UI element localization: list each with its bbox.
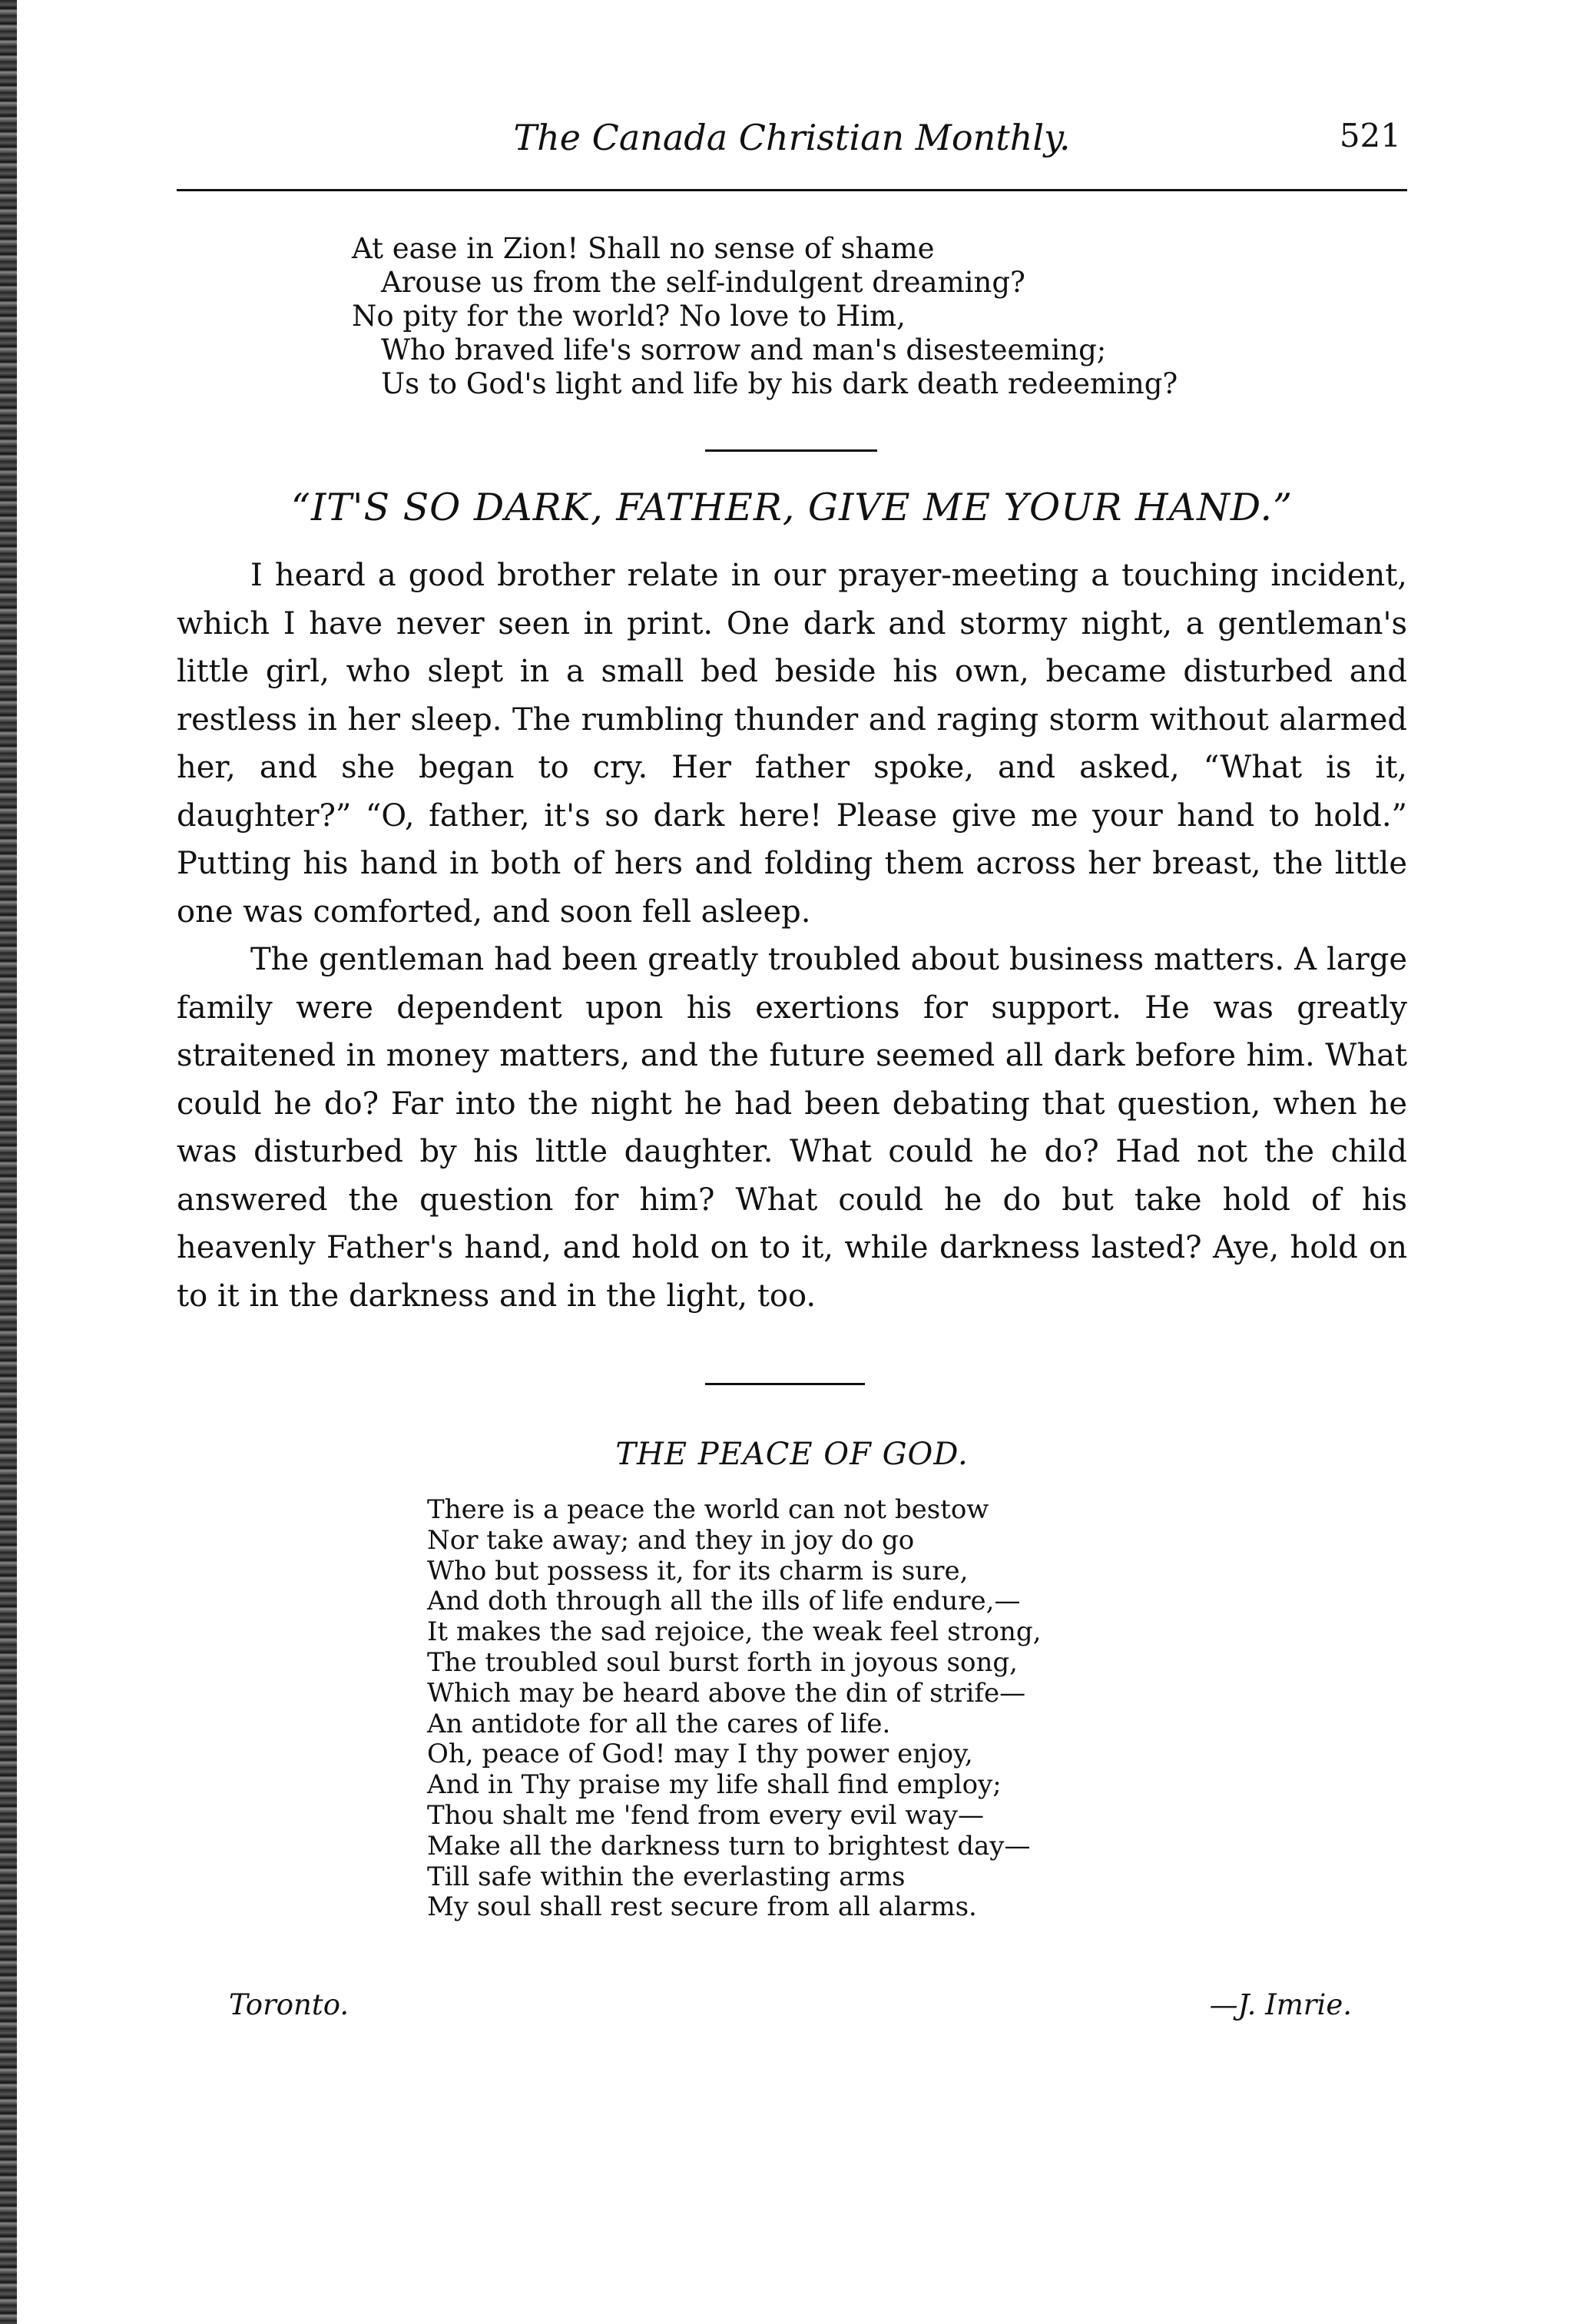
opening-poem-stanza <box>352 232 1304 401</box>
poem-line: My soul shall rest secure from all alarms. <box>427 1891 977 1923</box>
poem-line: Till safe within the everlasting arms <box>427 1861 906 1892</box>
page-binding-edge <box>0 0 17 2324</box>
article-title: “IT'S SO DARK, FATHER, GIVE ME YOUR HAND.” <box>290 486 1294 529</box>
poem-title: THE PEACE OF GOD. <box>615 1437 969 1472</box>
poem-line: The troubled soul burst forth in joyous song, <box>427 1646 1018 1678</box>
poem-line: Arouse us from the self-indulgent dreaming? <box>381 266 1025 299</box>
poem-line: Make all the darkness turn to brightest day— <box>427 1830 1031 1862</box>
poem-line: Us to God's light and life by his dark death redeeming? <box>381 367 1178 400</box>
article-paragraph: The gentleman had been greatly troubled about business matters. A large family were dependent upon his exertions for support. He was greatly straitened in money matters, and the future seemed all dark before him. What could he do? Far into the night he had been debating that question, when he was disturbed by his little daughter. What could he do? Had not the child answered the question for him? What could he do but take hold of his heavenly Father's hand, and hold on to it, while darkness lasted? Aye, hold on to it in the darkness and in the light, too. <box>177 942 1407 1314</box>
section-divider <box>705 1383 865 1385</box>
article-body <box>177 552 1407 1320</box>
poem-line: Who braved life's sorrow and man's disesteeming; <box>381 333 1107 366</box>
article-paragraph: I heard a good brother relate in our prayer-meeting a touching incident, which I have never seen in print. One dark and stormy night, a gentleman's little girl, who slept in a small bed beside his own, became disturbed and restless in her sleep. The rumbling thunder and raging storm without alarmed her, and she began to cry. Her father spoke, and asked, “What is it, daughter?” “O, father, it's so dark here! Please give me your hand to hold.” Putting his hand in both of hers and folding them across her breast, the little one was comforted, and soon fell asleep. <box>177 558 1407 930</box>
poem-line: Which may be heard above the din of strife— <box>427 1677 1026 1709</box>
page-number: 521 <box>1339 117 1401 154</box>
section-divider <box>705 449 877 452</box>
poem-line: And in Thy praise my life shall find employ; <box>427 1769 1002 1801</box>
poem-line: At ease in Zion! Shall no sense of shame <box>352 232 935 265</box>
poem-line: Who but possess it, for its charm is sure, <box>427 1555 969 1586</box>
running-title: The Canada Christian Monthly. <box>513 117 1071 158</box>
poem-line: It makes the sad rejoice, the weak feel strong, <box>427 1616 1042 1648</box>
peace-of-god-poem <box>427 1495 1195 1923</box>
poem-line: Nor take away; and they in joy do go <box>427 1524 915 1556</box>
poem-author: —J. Imrie. <box>1209 1988 1352 2021</box>
header-rule <box>177 189 1407 191</box>
poem-line: No pity for the world? No love to Him, <box>352 300 906 333</box>
poem-place: Toronto. <box>229 1988 349 2021</box>
poem-line: There is a peace the world can not bestow <box>427 1494 989 1525</box>
page-header <box>177 114 1407 175</box>
poem-line: Oh, peace of God! may I thy power enjoy, <box>427 1739 973 1770</box>
poem-line: An antidote for all the cares of life. <box>427 1708 891 1739</box>
poem-line: And doth through all the ills of life endure,— <box>427 1586 1021 1617</box>
poem-line: Thou shalt me 'fend from every evil way— <box>427 1799 984 1831</box>
